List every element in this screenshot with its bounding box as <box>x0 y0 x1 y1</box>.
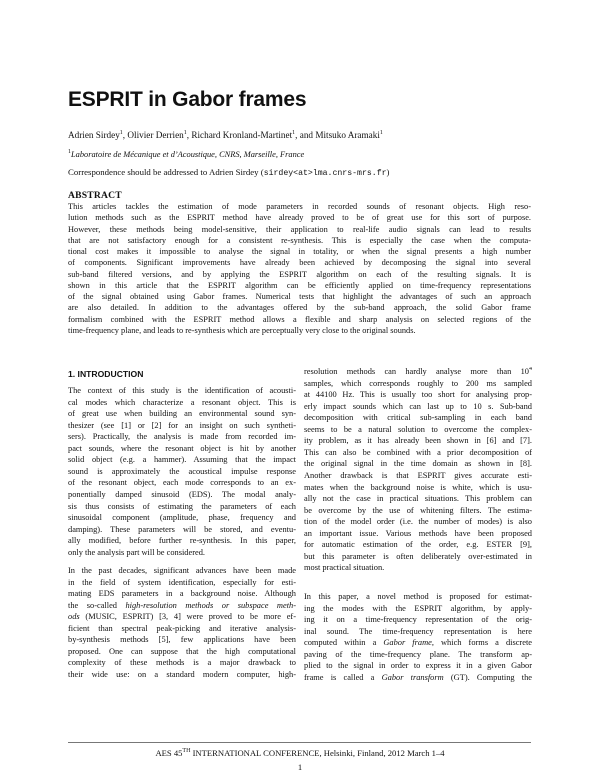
correspondence <box>68 167 389 178</box>
abstract-line: formalism combined with the ESPRIT method allows a flexible and sharp analysis on selected regions of the <box>68 314 531 324</box>
text-fragment: , which forms a discrete <box>431 638 532 648</box>
author-affiliation-mark: 1 <box>379 129 383 136</box>
abstract-line: of components. Significant improvements have already been achieved by decomposing the signal into several <box>68 258 531 268</box>
text-fragment: computed within a <box>304 638 384 648</box>
text-line: Another drawback is that ESPRIT gives accurate esti- <box>304 470 532 480</box>
text-line: most practical situation. <box>304 563 385 573</box>
text-line: ficient than spectral peak-picking and iterative analysis- <box>68 623 296 633</box>
text-fragment: resolution methods can hardly analyse more than 10 <box>304 367 529 376</box>
section-heading-introduction: 1. INTRODUCTION <box>68 369 144 379</box>
text-line: decomposition with critical sub-sampling in each band <box>304 413 532 423</box>
footer-sup: TH <box>182 748 191 755</box>
text-line: samples, which corresponds roughly to 200 ms sampled <box>304 378 532 388</box>
text-line: ing it on a time-frequency representation of the orig- <box>304 615 532 625</box>
text-line <box>304 367 532 376</box>
text-line: for automatic estimation of the order, e.g. ESTER [9], <box>304 540 532 550</box>
text-line: only the analysis part will be considered. <box>68 547 205 557</box>
text-line <box>304 638 532 647</box>
correspondence-prefix: Correspondence should be addressed to Adrien Sirdey ( <box>68 167 264 177</box>
author-affiliation-mark: 1 <box>119 129 123 136</box>
text-line: mates when the background noise is white, which is usu- <box>304 482 532 492</box>
text-line: ing the modes with the ESPRIT algorithm, by apply- <box>304 603 532 613</box>
text-line: cal modes which characterize a resonant object. This is <box>68 397 296 407</box>
text-line: sis thus consists of estimating the parameters of each <box>68 501 296 511</box>
abstract-line: time-frequency plane, and leads to re-synthesis which are perceptually very close to the original sounds. <box>68 325 416 335</box>
correspondence-suffix: ) <box>386 167 390 177</box>
emphasis-text: ods <box>68 612 80 622</box>
text-line: The context of this study is the identification of acousti- <box>68 386 296 395</box>
text-fragment: (MUSIC, ESPRIT) [3, 4] were proved to be more ef- <box>79 612 296 622</box>
text-line: their wide use: on a standard modern computer, high- <box>68 669 296 679</box>
author-affiliation-mark: 1 <box>183 129 187 136</box>
text-line: ally modified, before further re-synthesis. In this paper, <box>68 536 296 546</box>
text-line: paving of the time-frequency plane. The transform ap- <box>304 649 532 659</box>
footer-prefix: AES 45 <box>155 748 183 758</box>
text-line <box>68 612 296 621</box>
author-name: Adrien Sirdey <box>68 130 120 140</box>
text-line: the original signal in the time domain as shown in [8]. <box>304 459 532 469</box>
text-line: This can also be combined with a prior decomposition of <box>304 447 532 457</box>
text-line: sers). Practically, the analysis is made from recorded im- <box>68 432 296 442</box>
emphasis-text: high-resolution methods or subspace meth- <box>125 600 296 610</box>
emphasis-text: Gabor transform <box>381 672 444 682</box>
text-line: sound is approximately the acoustical impulse response <box>68 466 296 476</box>
correspondence-email: sirdey<at>lma.cnrs-mrs.fr <box>263 169 387 178</box>
affiliation <box>68 150 304 159</box>
text-line: ponentially damped sinusoid (EDS). The modal analy- <box>68 489 296 499</box>
footer-divider <box>68 742 531 743</box>
abstract-line: shown in this article that the ESPRIT algorithm can be efficiently applied on time-frequency representations <box>68 280 531 290</box>
abstract-line: lution methods such as the ESPRIT method have already proved to be of great use for this sort of purpose. <box>68 213 531 223</box>
emphasis-text: Gabor frame <box>383 638 432 648</box>
text-fragment: (GT). Computing the <box>443 672 532 682</box>
text-line: complexity of these methods is a major drawback to <box>68 658 296 668</box>
abstract-line: of the signal obtained using Gabor frames. Numerical tests that highlight the advantages of such an approach <box>68 292 531 301</box>
text-line <box>68 601 296 610</box>
abstract-heading: ABSTRACT <box>68 190 122 201</box>
abstract-line: However, these methods being model-sensitive, their application to real-life audio signals can lead to results <box>68 224 531 234</box>
abstract-line: sub-band filtered versions, and by applying the ESPRIT algorithm on each of the resulting signals. It is <box>68 269 531 279</box>
affiliation-mark: 1 <box>68 149 71 156</box>
text-line: tion of the model order (i.e. the number of modes) is also <box>304 517 532 527</box>
conference-footer <box>0 748 600 758</box>
text-line: proposed. One can suppose that the high computational <box>68 646 296 656</box>
text-line: in the field of system identification, especially for esti- <box>68 577 296 587</box>
text-line <box>304 673 532 682</box>
text-line: be overcome by the use of whitening filters. The estima- <box>304 505 532 515</box>
abstract-line: are also detailed. In addition to the advantages offered by the sub-band approach, the solid Gabor frame <box>68 303 531 313</box>
text-line: ally not the case in practical situations. This problem can <box>304 494 532 504</box>
text-line: of the resonant object, each mode corresponds to an ex- <box>68 478 296 488</box>
affiliation-text: Laboratoire de Mécanique et d’Acoustique, CNRS, Marseille, France <box>71 150 305 159</box>
text-line: pact sounds, where the resonant object is hit by another <box>68 443 296 453</box>
abstract-line: tional cost makes it impossible to analyse the signal in totality, or when the signal presents a high number <box>68 247 531 256</box>
footer-suffix: INTERNATIONAL CONFERENCE, Helsinki, Finland, 2012 March 1–4 <box>190 748 445 758</box>
text-line: of great use when building an environmental sound syn- <box>68 409 296 419</box>
abstract-line: This articles tackles the estimation of mode parameters in recorded sounds of resonant objects. High reso- <box>68 202 531 211</box>
abstract-line: that are not satisfactory enough for a consistent re-synthesis. This is especially the case when the computa- <box>68 235 531 245</box>
author-affiliation-mark: 1 <box>292 129 296 136</box>
text-line: In the past decades, significant advances have been made <box>68 566 296 575</box>
author-name: Richard Kronland-Martinet <box>191 130 293 140</box>
text-line: thesizer (see [1] or [2] for an insight on such syntheti- <box>68 420 296 430</box>
text-line: but this parameter is often deliberately over-estimated in <box>304 551 532 561</box>
text-line: inal sound. The time-frequency representation is here <box>304 626 532 636</box>
author-name: Mitsuko Aramaki <box>315 130 380 140</box>
text-line: mating EDS parameters in a background noise. Although <box>68 589 296 599</box>
text-line: by-synthesis methods [5], few applications have been <box>68 635 296 645</box>
text-fragment: frame is called a <box>304 672 382 682</box>
text-line: sinusoidal component (amplitude, phase, frequency and <box>68 513 296 523</box>
text-line: seems to be a natural solution to overcome the complex- <box>304 424 532 434</box>
author-name: Olivier Derrien <box>127 130 184 140</box>
text-line: at 44100 Hz. This is usually too short for analysing prop- <box>304 390 532 400</box>
text-line: an important issue. Various methods have been proposed <box>304 528 532 538</box>
text-line: solid object (e.g. a hammer). Assuming that the impact <box>68 455 296 465</box>
text-fragment: the so-called <box>68 600 126 610</box>
text-line: plied to the signal in order to express it in a given Gabor <box>304 661 532 671</box>
text-line: ity problem, as it has already been shown in [6] and [7]. <box>304 436 532 446</box>
paper-title: ESPRIT in Gabor frames <box>68 88 307 111</box>
page-number: 1 <box>297 762 303 772</box>
text-line: In this paper, a novel method is proposed for estimat- <box>304 592 532 601</box>
text-line: damping). These parameters will be stored, and eventu- <box>68 524 296 534</box>
exponent: 4 <box>529 367 532 373</box>
text-line: erly impact sounds which can last up to 10 s. Sub-band <box>304 401 532 411</box>
author-list: Adrien Sirdey$^1$, Olivier Derrien$^1$, Richard Kronland-Martinet$^1$, and Mitsuko Aramaki$^1$ <box>68 129 383 140</box>
